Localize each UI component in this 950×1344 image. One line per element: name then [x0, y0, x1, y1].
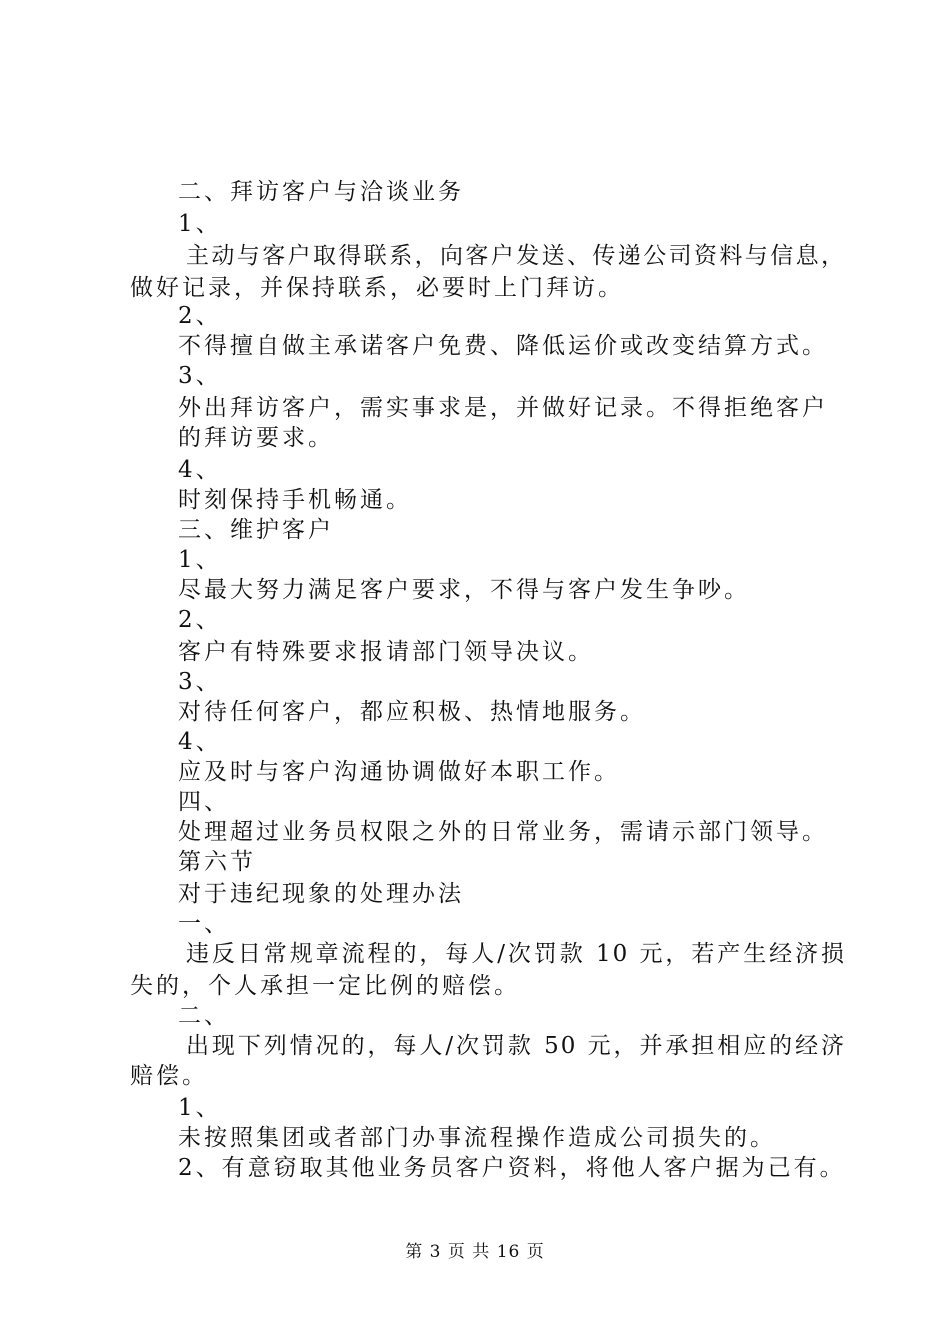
- item-number: 2、: [178, 303, 222, 329]
- item-number: 1、: [178, 211, 222, 237]
- item-number: 4、: [178, 457, 222, 483]
- body-text: 客户有特殊要求报请部门领导决议。: [178, 639, 594, 665]
- page-number-footer: 第 3 页 共 16 页: [405, 1242, 545, 1262]
- item-number: 1、: [178, 547, 222, 573]
- body-text: 未按照集团或者部门办事流程操作造成公司损失的。: [178, 1125, 776, 1151]
- body-text: 失的，个人承担一定比例的赔偿。: [130, 973, 520, 999]
- section-heading: 对于违纪现象的处理办法: [178, 881, 464, 907]
- item-number: 一、: [178, 911, 230, 937]
- body-text: 应及时与客户沟通协调做好本职工作。: [178, 759, 620, 785]
- body-text: 尽最大努力满足客户要求，不得与客户发生争吵。: [178, 577, 750, 603]
- section-heading: 三、维护客户: [178, 517, 334, 543]
- item-number: 四、: [178, 789, 230, 815]
- body-text: 2、有意窃取其他业务员客户资料，将他人客户据为己有。: [178, 1155, 846, 1181]
- body-text: 对待任何客户，都应积极、热情地服务。: [178, 699, 646, 725]
- body-text: 时刻保持手机畅通。: [178, 487, 412, 513]
- body-text: 主动与客户取得联系，向客户发送、传递公司资料与信息，: [186, 243, 846, 269]
- item-number: 4、: [178, 729, 222, 755]
- item-number: 2、: [178, 607, 222, 633]
- body-text: 赔偿。: [130, 1063, 208, 1089]
- section-heading: 二、拜访客户与洽谈业务: [178, 179, 464, 205]
- item-number: 1、: [178, 1095, 222, 1121]
- body-text: 做好记录，并保持联系，必要时上门拜访。: [130, 275, 624, 301]
- body-text: 不得擅自做主承诺客户免费、降低运价或改变结算方式。: [178, 333, 828, 359]
- body-text: 的拜访要求。: [178, 425, 334, 451]
- body-text: 违反日常规章流程的，每人/次罚款 10 元，若产生经济损: [186, 941, 846, 967]
- section-heading: 第六节: [178, 849, 256, 875]
- body-text: 处理超过业务员权限之外的日常业务，需请示部门领导。: [178, 819, 828, 845]
- body-text: 出现下列情况的，每人/次罚款 50 元，并承担相应的经济: [186, 1033, 846, 1059]
- item-number: 3、: [178, 669, 222, 695]
- body-text: 外出拜访客户，需实事求是，并做好记录。不得拒绝客户: [178, 395, 828, 421]
- item-number: 3、: [178, 363, 222, 389]
- item-number: 二、: [178, 1003, 230, 1029]
